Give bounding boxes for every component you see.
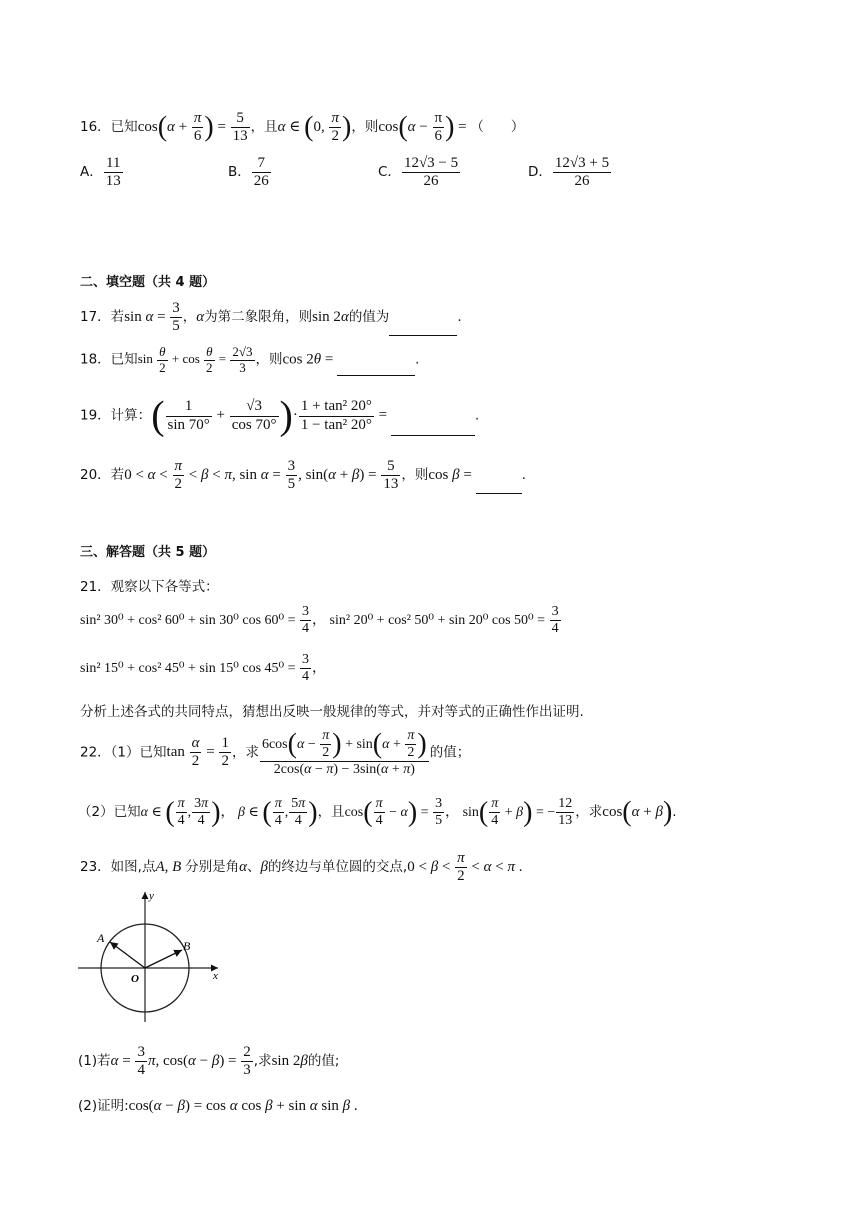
q22-part2: （2）已知α ∈ ( $\frac{\pi}{4}$ , $\frac{3\pi}{4}$ )， β ∈ ( $\frac{\pi}{4}$ , $\frac{5\pi}{4}$ )，且cos( $\frac{\pi}{4}$ − α) = $\frac{3}{5}$ ， sin( $\frac{\pi}{4}$ + β) = − $\frac{12}{13}$ ，求cos(α + β). [78,796,677,829]
q22-given2: α ∈ ( $\frac{\pi}{4}$ , $\frac{3\pi}{4}$ )， β ∈ ( $\frac{\pi}{4}$ , $\frac{5\pi}{4}$ ) [140,796,318,829]
q23-part2: (2)证明:cos(α − β) = cos α cos β + sin α sin β . [78,1098,358,1114]
ray-a [110,942,145,968]
q21-eq1: sin² 30⁰ + cos² 60⁰ + sin 30⁰ cos 60⁰ = $\frac{3}{4}$ ， sin² 20⁰ + cos² 50⁰ + sin 20⁰ cos 50⁰ = $\frac{3}{4}$ [80,604,559,637]
q20-expr: 0 < α < $\frac{\pi}{2}$ < β < π, sin α = $\frac{3}{5}$ , sin(α + β) = $\frac{5}{13}$ [124,458,399,493]
q17-answer-blank[interactable] [389,319,457,336]
q20: 20．若0 < α < $\frac{\pi}{2}$ < β < π, sin α = $\frac{3}{5}$ , sin(α + β) = $\frac{5}{13}$ ，则cos β = . [80,458,526,493]
q18-expr2: cos 2θ = [282,351,338,368]
label-a: A [97,931,105,945]
option-c-fraction: $\frac{12√3 - 5}{26}$ [403,155,459,190]
q16-option-d: D． $\frac{12√3 + 5}{26}$ [528,155,610,190]
label-b: B [183,939,191,953]
q21-eq2: sin² 15⁰ + cos² 45⁰ + sin 15⁰ cos 45⁰ = $\frac{3}{4}$ ， [80,652,327,685]
q22-target1: 6cos(α − $\frac{\pi}{2}$ ) + sin(α + $\frac{\pi}{2}$ ) 2cos(α − π) − 3sin(α + π) [261,728,427,778]
q23-condition: 0 < β < $\frac{\pi}{2}$ < α < π . [407,850,523,885]
q22-part1: 22．（1）已知tan $\frac{\alpha}{2}$ = $\frac{1}{2}$ ，求 6cos(α − $\frac{\pi}{2}$ ) + sin(α + $\frac{\pi}{2}$ ) 2cos(α − π) − 3sin(α + π) 的值； [80,728,471,778]
option-d-fraction: $\frac{12√3 + 5}{26}$ [554,155,610,190]
label-y: y [149,890,154,902]
q18: 18．已知sin $\frac{\theta}{2}$ + cos $\frac{\theta}{2}$ = $\frac{2√3}{3}$ ，则cos 2θ = . [80,344,420,375]
q16-prefix: 16．已知 [80,119,138,136]
q16-option-a: A． $\frac{11}{13}$ [80,155,121,190]
q21-title: 21．观察以下各等式： [80,579,219,595]
q20-answer-blank[interactable] [476,477,522,494]
q22-target2: cos(α + β) [602,796,673,828]
q17-expr1: sin α = $\frac{3}{5}$ [124,300,180,335]
q17-expr2: sin 2α [312,309,349,326]
label-o: O [131,973,139,985]
option-a-fraction: $\frac{11}{13}$ [105,155,121,190]
q19-answer-blank[interactable] [391,419,475,436]
q16-expr2: α ∈ (0, $\frac{\pi}{2}$ ) [277,110,352,145]
q18-expr1: sin $\frac{\theta}{2}$ + cos $\frac{\theta}{2}$ = $\frac{2√3}{3}$ [137,344,253,375]
q16-option-c: C． $\frac{12√3 - 5}{26}$ [378,155,459,190]
q23-stem: 23．如图,点A, B 分别是角α、β的终边与单位圆的交点,0 < β < $\frac{\pi}{2}$ < α < π . [80,850,523,885]
label-x: x [213,970,218,982]
section-fill-in-heading: 二、填空题（共 4 题） [80,275,216,290]
q23-identity: cos(α − β) = cos α cos β + sin α sin β . [128,1098,358,1114]
q22-given3: cos( $\frac{\pi}{4}$ − α) = $\frac{3}{5}$ ， sin( $\frac{\pi}{4}$ + β) = − $\frac{12}{13}$ [344,796,573,829]
section-solve-heading: 三、解答题（共 5 题） [80,545,216,560]
q19: 19．计算：( $\frac{1}{\sin 70^\circ}$ + $\frac{√3}{\cos 70^\circ}$ )· $\frac{\text{1 + tan² 20°}}{\text{1 − tan² 20°}}$ = . [80,393,480,438]
q16-expr3: cos(α − $\frac{\pi}{6}$ ) = [378,110,471,145]
q16-stem: 16．已知cos(α + $\frac{\pi}{6}$ ) = $\frac{5}{13}$ ，且α ∈ (0, $\frac{\pi}{2}$ )，则cos(α − $\frac{\pi}{6}$ ) = （ ） [80,110,525,145]
q17: 17．若sin α = $\frac{3}{5}$ ，α为第二象限角，则sin 2α的值为 . [80,300,462,335]
q21-instruction: 分析上述各式的共同特点，猜想出反映一般规律的等式，并对等式的正确性作出证明. [80,704,584,720]
q18-answer-blank[interactable] [337,359,415,376]
q16-option-b: B． $\frac{7}{26}$ [228,155,269,190]
q16-expr1: cos(α + $\frac{\pi}{6}$ ) = $\frac{5}{13}$ [137,110,248,145]
ray-b [145,950,182,968]
q23-part1: (1)若α = $\frac{3}{4}$ π, cos(α − β) = $\frac{2}{3}$ ,求sin 2β的值; [78,1044,340,1079]
option-b-fraction: $\frac{7}{26}$ [253,155,269,190]
q22-given1: tan $\frac{\alpha}{2}$ = $\frac{1}{2}$ [166,735,229,770]
unit-circle-figure [76,888,226,1024]
q23-given: α = $\frac{3}{4}$ π, cos(α − β) = $\frac{2}{3}$ [110,1044,251,1079]
q19-expr: ( $\frac{1}{\sin 70^\circ}$ + $\frac{√3}{\cos 70^\circ}$ )· $\frac{\text{1 + tan² 20°}}{\text{1 − tan² 20°}}$ = [151,393,391,438]
